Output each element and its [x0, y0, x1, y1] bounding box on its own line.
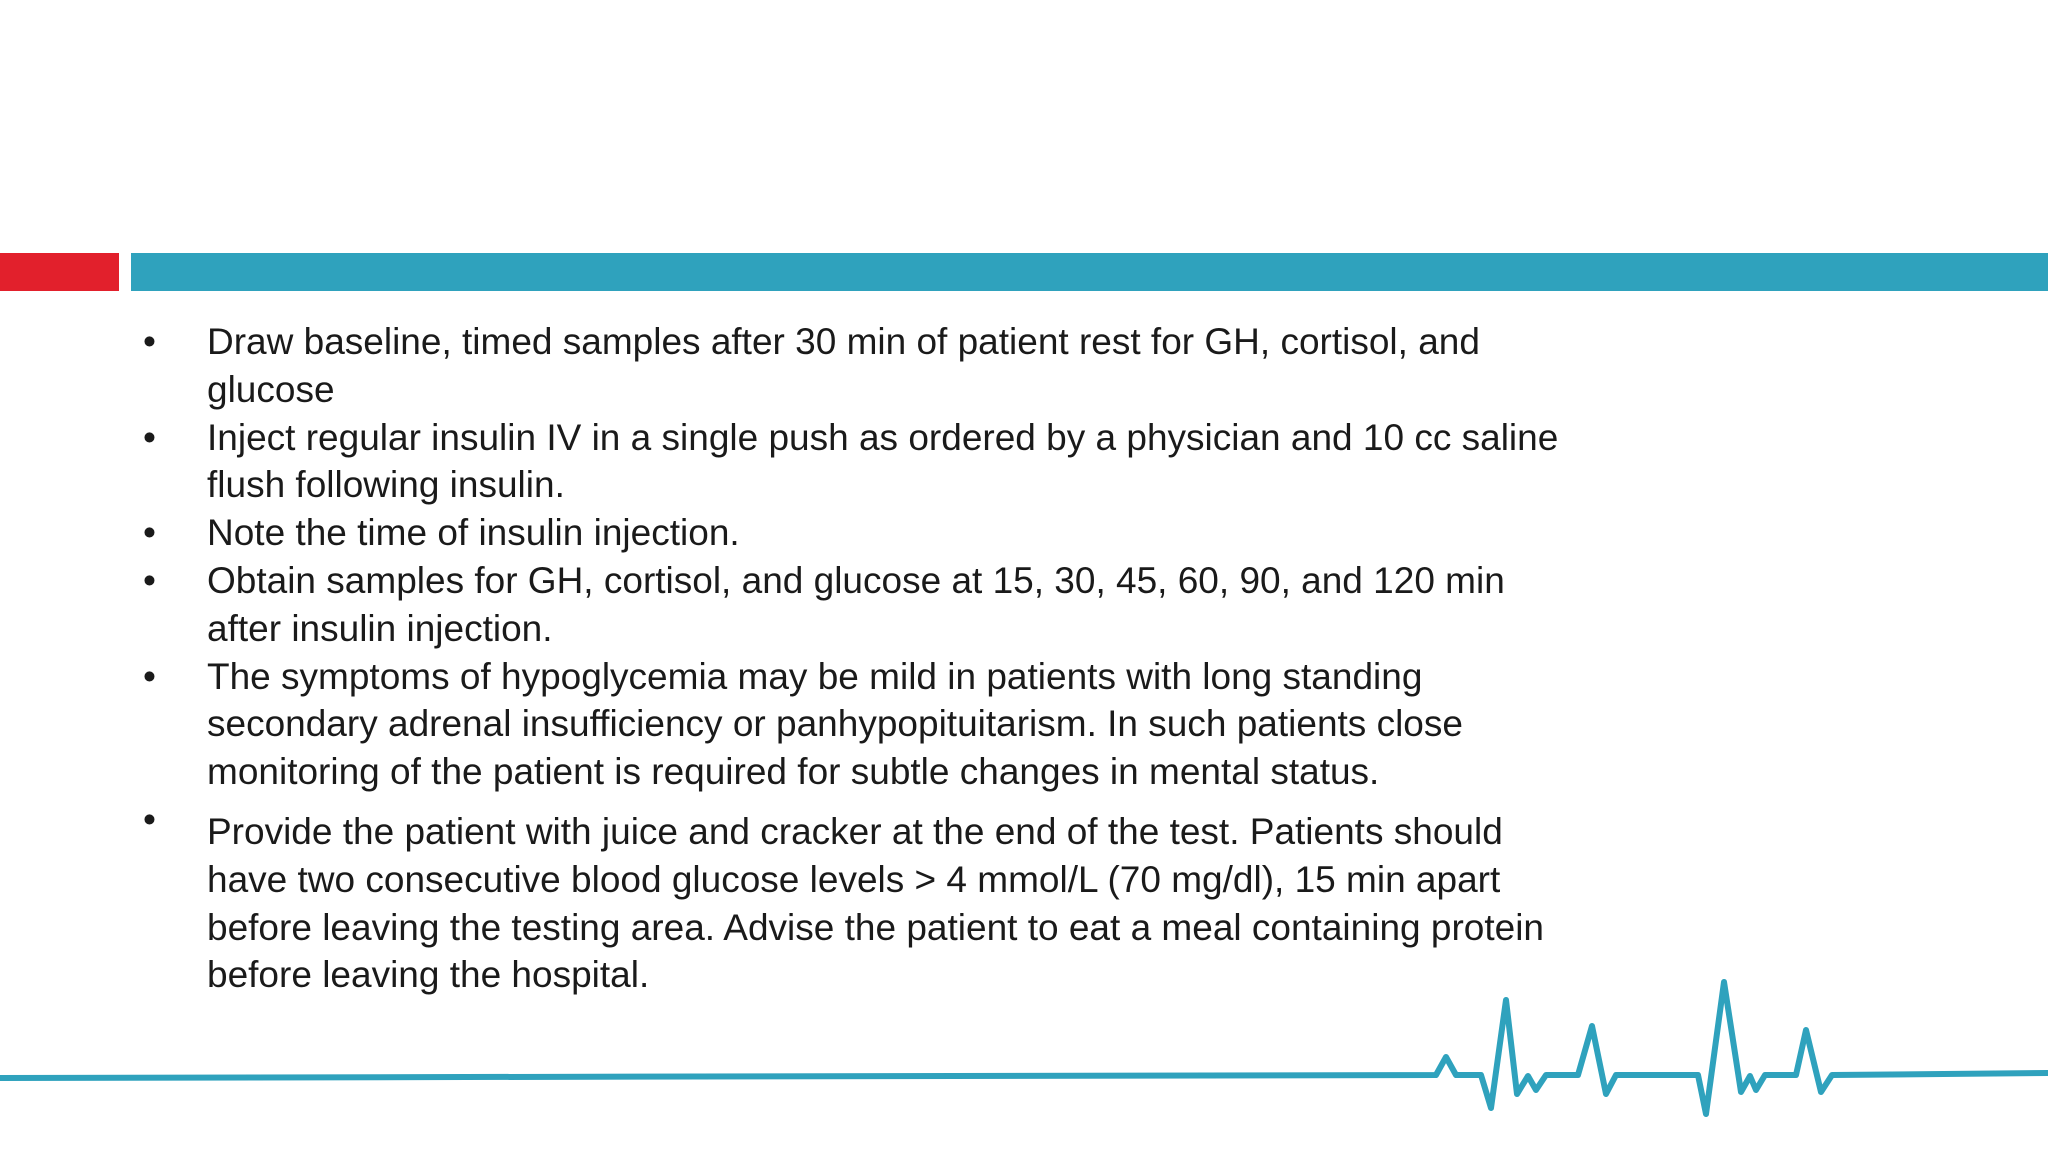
- bullet-text: Obtain samples for GH, cortisol, and glucose at 15, 30, 45, 60, 90, and 120 min after insulin injection.: [207, 559, 1505, 649]
- bullet-item: [0, 557, 1567, 653]
- bullet-item: [0, 318, 1567, 414]
- bullet-text: Note the time of insulin injection.: [207, 512, 740, 554]
- bullet-item: [0, 414, 1567, 510]
- bullet-marker: •: [143, 559, 156, 601]
- bullet-text: The symptoms of hypoglycemia may be mild in patients with long standing secondary adrenal insufficiency or panhypopituitarism. In such patients close monitoring of the patient is required for subtle changes in mental status.: [207, 655, 1463, 793]
- heartbeat-line-icon: [0, 960, 2048, 1120]
- header-accent-red-bar: [0, 253, 119, 291]
- bullet-marker: •: [143, 512, 156, 554]
- bullet-marker: •: [143, 798, 156, 840]
- header-accent-teal-bar: [131, 253, 2048, 291]
- bullet-text: Draw baseline, timed samples after 30 min of patient rest for GH, cortisol, and glucose: [207, 321, 1480, 410]
- bullet-item: [0, 653, 1567, 796]
- bullet-marker: •: [143, 321, 156, 362]
- bullet-text: Inject regular insulin IV in a single push as ordered by a physician and 10 cc saline flush following insulin.: [207, 416, 1559, 506]
- bullet-marker: •: [143, 655, 156, 697]
- bullet-list: [0, 318, 1600, 999]
- bullet-item: [0, 509, 1567, 557]
- bullet-marker: •: [143, 416, 156, 458]
- bullet-text: Provide the patient with juice and cracker at the end of the test. Patients should have two consecutive blood glucose levels > 4 mmol/L (70 mg/dl), 15 min apart before leaving the testing area. Advise the patient to eat a meal containing protein before leaving the hospital.: [207, 810, 1545, 996]
